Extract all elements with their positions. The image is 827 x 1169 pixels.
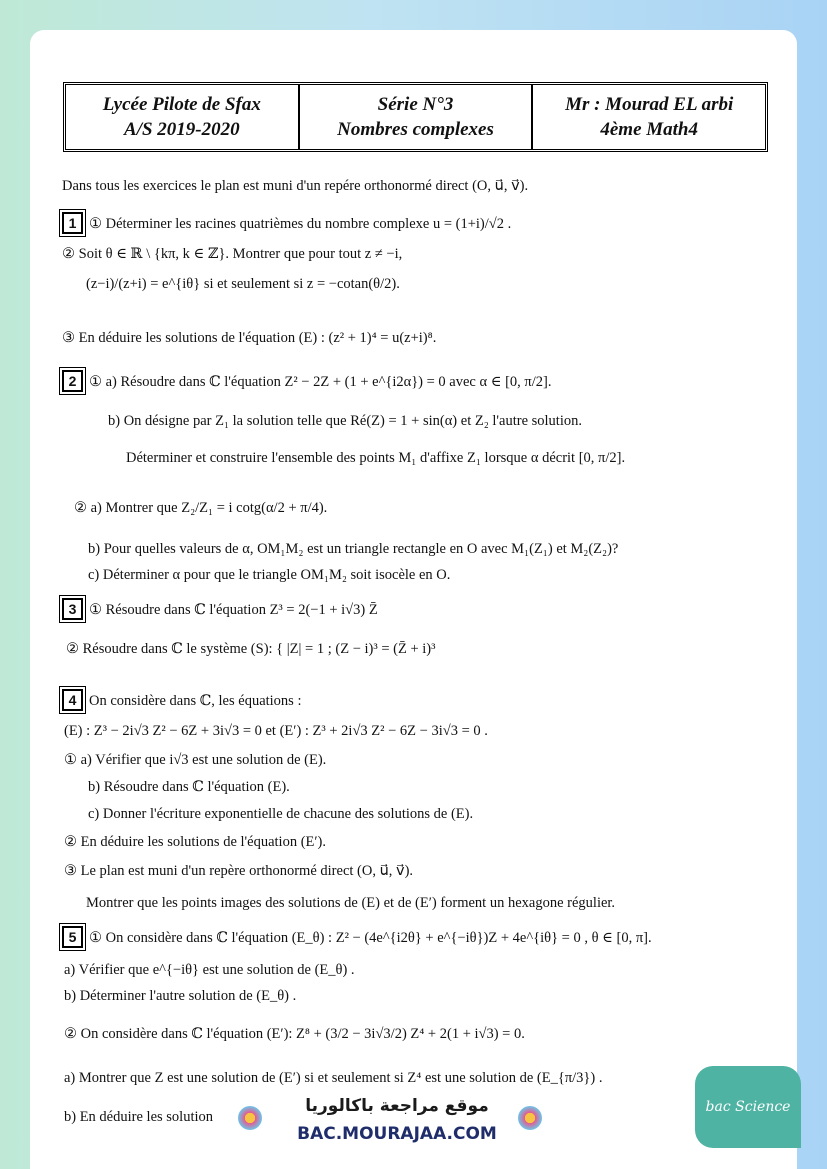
exercise-2-line-3: Déterminer et construire l'ensemble des points M₁ d'affixe Z₁ lorsque α décrit [0, π/2]. <box>126 450 626 466</box>
exercise-4-line-4: b) Résoudre dans ℂ l'équation (E). <box>88 779 290 795</box>
exercise-3-line-2: ② Résoudre dans ℂ le système (S): { |Z| = 1 ; (Z − i)³ = (Z̄ + i)³ <box>66 641 436 657</box>
school-name: Lycée Pilote de Sfax <box>102 94 261 115</box>
exercise-5-line-6: b) En déduire les solution <box>64 1109 214 1125</box>
site-logo-right-icon <box>518 1106 542 1130</box>
exercise-1-line-2: ② Soit θ ∈ ℝ \ {kπ, k ∈ ℤ}. Montrer que pour tout z ≠ −i, <box>62 246 403 262</box>
exercise-5-line-4: ② On considère dans ℂ l'équation (E′): Z⁸ + (3/2 − 3i√3/2) Z⁴ + 2(1 + i√3) = 0. <box>64 1026 525 1042</box>
series-topic: Nombres complexes <box>337 119 494 140</box>
exercise-2-line-5: b) Pour quelles valeurs de α, OM₁M₂ est un triangle rectangle en O avec M₁(Z₁) et M₂(Z₂)? <box>88 541 619 557</box>
exercise-1-line-1: 1 ① Déterminer les racines quatrièmes du nombre complexe u = (1+i)/√2 . <box>62 212 511 234</box>
exercise-5-line-5: a) Montrer que Z est une solution de (E′) si et seulement si Z⁴ est une solution de (E_{π/3}) . <box>64 1070 603 1086</box>
exercise-number-4: 4 <box>62 689 83 711</box>
exercise-4-line-6: ② En déduire les solutions de l'équation (E′). <box>64 834 327 850</box>
exercise-4-line-1: 4 On considère dans ℂ, les équations : <box>62 689 301 711</box>
exercise-2-line-4: ② a) Montrer que Z₂/Z₁ = i cotg(α/2 + π/4). <box>74 500 328 516</box>
footer-site-name: موقع مراجعة باكالوريا <box>305 1096 489 1116</box>
exercise-4-line-7: ③ Le plan est muni d'un repère orthonormé direct (O, u⃗, v⃗). <box>64 863 414 879</box>
bac-science-badge: bac Science <box>695 1066 801 1148</box>
exercise-2-line-6: c) Déterminer α pour que le triangle OM₁M₂ soit isocèle en O. <box>88 567 451 583</box>
exercise-number-5: 5 <box>62 926 83 948</box>
header-school-cell <box>66 85 300 149</box>
exercise-number-2: 2 <box>62 370 83 392</box>
exercise-1-line-4: ③ En déduire les solutions de l'équation (E) : (z² + 1)⁴ = u(z+i)⁸. <box>62 330 437 346</box>
exercise-5-line-2: a) Vérifier que e^{−iθ} est une solution de (E_θ) . <box>64 962 355 978</box>
intro-text: Dans tous les exercices le plan est muni d'un repére orthonormé direct (O, u⃗, v⃗). <box>62 178 529 194</box>
footer-site-url[interactable]: BAC.MOURAJAA.COM <box>297 1124 497 1144</box>
series-number: Série N°3 <box>377 94 454 115</box>
school-year: A/S 2019-2020 <box>124 119 240 140</box>
header-table <box>63 82 768 152</box>
exercise-number-3: 3 <box>62 598 83 620</box>
header-series-cell <box>300 85 534 149</box>
exercise-4-line-8: Montrer que les points images des solutions de (E) et de (E′) forment un hexagone régulier. <box>86 895 616 911</box>
exercise-3-line-1: 3 ① Résoudre dans ℂ l'équation Z³ = 2(−1 + i√3) Z̄ <box>62 598 378 620</box>
exercise-2-line-1: 2 ① a) Résoudre dans ℂ l'équation Z² − 2Z + (1 + e^{i2α}) = 0 avec α ∈ [0, π/2]. <box>62 370 551 392</box>
exercise-number-1: 1 <box>62 212 83 234</box>
teacher-name: Mr : Mourad EL arbi <box>565 94 734 115</box>
exercise-2-line-2: b) On désigne par Z₁ la solution telle que Ré(Z) = 1 + sin(α) et Z₂ l'autre solution. <box>108 413 582 429</box>
exercise-1-line-3: (z−i)/(z+i) = e^{iθ} si et seulement si z = −cotan(θ/2). <box>86 276 400 292</box>
site-logo-left-icon <box>238 1106 262 1130</box>
exercise-4-line-5: c) Donner l'écriture exponentielle de chacune des solutions de (E). <box>88 806 474 822</box>
exercise-4-line-2: (E) : Z³ − 2i√3 Z² − 6Z + 3i√3 = 0 et (E′) : Z³ + 2i√3 Z² − 6Z − 3i√3 = 0 . <box>64 723 488 739</box>
header-teacher-cell <box>533 85 765 149</box>
exercise-5-line-1: 5 ① On considère dans ℂ l'équation (E_θ) : Z² − (4e^{i2θ} + e^{−iθ})Z + 4e^{iθ} = 0 , θ ∈ [0, π]. <box>62 926 652 948</box>
class-level: 4ème Math4 <box>600 119 698 140</box>
exercise-5-line-3: b) Déterminer l'autre solution de (E_θ) . <box>64 988 297 1004</box>
exercise-4-line-3: ① a) Vérifier que i√3 est une solution de (E). <box>64 752 327 768</box>
